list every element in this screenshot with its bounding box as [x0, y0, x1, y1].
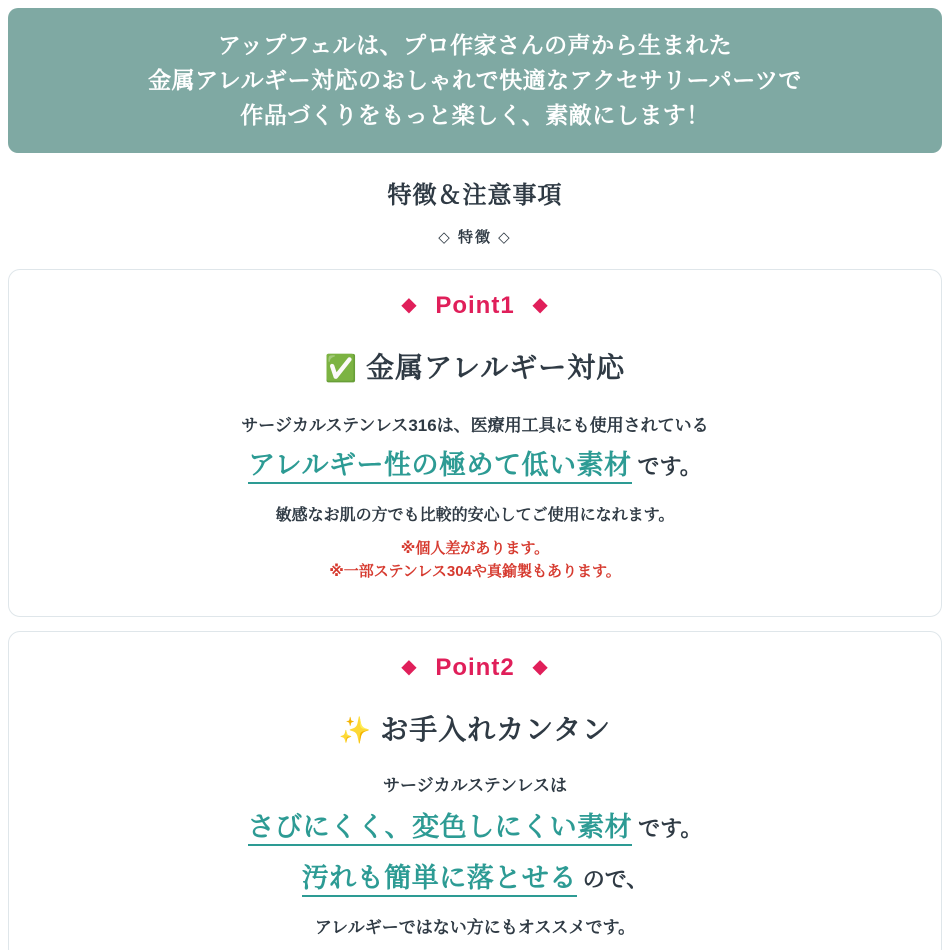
diamond-left-icon: ◆	[401, 294, 418, 316]
hero-line-3: 作品づくりをもっと楽しく、素敵にします！	[240, 101, 710, 128]
point1-text: Point1	[435, 292, 515, 319]
point1-note: 敏感なお肌の方でも比較的安心してご使用になれます。	[275, 506, 675, 524]
point1-heading-text: 金属アレルギー対応	[366, 352, 626, 383]
page-root	[0, 8, 950, 950]
feature-card-point1	[8, 269, 942, 617]
hero-banner	[8, 8, 942, 153]
point1-emphasis: アレルギー性の極めて低い素材	[248, 450, 631, 484]
point1-lead: サージカルステンレス316は、医療用工具にも使用されている	[241, 416, 709, 435]
point1-heading	[29, 346, 921, 386]
diamond-right-icon: ◆	[532, 656, 549, 678]
point2-text: Point2	[435, 654, 515, 681]
point2-heading	[29, 708, 921, 748]
point1-caution-1: ※個人差があります。	[400, 539, 550, 557]
point1-emphasis-row	[29, 447, 921, 483]
point1-caution-2: ※一部ステンレス304や真鍮製もあります。	[329, 562, 621, 580]
point2-closing: アレルギーではない方にもオススメです。	[314, 918, 636, 938]
check-mark-button-icon: ✅	[324, 353, 359, 383]
diamond-left-icon: ◆	[401, 656, 418, 678]
sparkles-icon: ✨	[338, 715, 373, 745]
feature-card-point2	[8, 631, 942, 950]
hero-line-1: アップフェルは、プロ作家さんの声から生まれた	[217, 32, 733, 59]
hero-line-2: 金属アレルギー対応のおしゃれで快適なアクセサリーパーツで	[148, 67, 802, 94]
point2-heading-text: お手入れカンタン	[380, 714, 612, 745]
point2-emphasis: さびにくく、変色しにくい素材	[248, 812, 632, 846]
point1-label	[29, 292, 921, 320]
section-subtitle: ◇ 特徴 ◇	[438, 229, 512, 246]
point2-lead: サージカルステンレスは	[382, 776, 568, 795]
point2-emphasis-row-2	[29, 860, 921, 896]
section-title: 特徴＆注意事項	[387, 182, 563, 209]
point1-emphasis-tail: です。	[637, 454, 702, 480]
point2-emphasis-tail: です。	[638, 816, 703, 842]
point2-emphasis-row	[29, 809, 921, 845]
point2-emphasis-2: 汚れも簡単に落とせる	[302, 863, 577, 897]
diamond-right-icon: ◆	[532, 294, 549, 316]
point2-emphasis-2-tail: ので、	[582, 866, 649, 892]
point2-label	[29, 654, 921, 682]
